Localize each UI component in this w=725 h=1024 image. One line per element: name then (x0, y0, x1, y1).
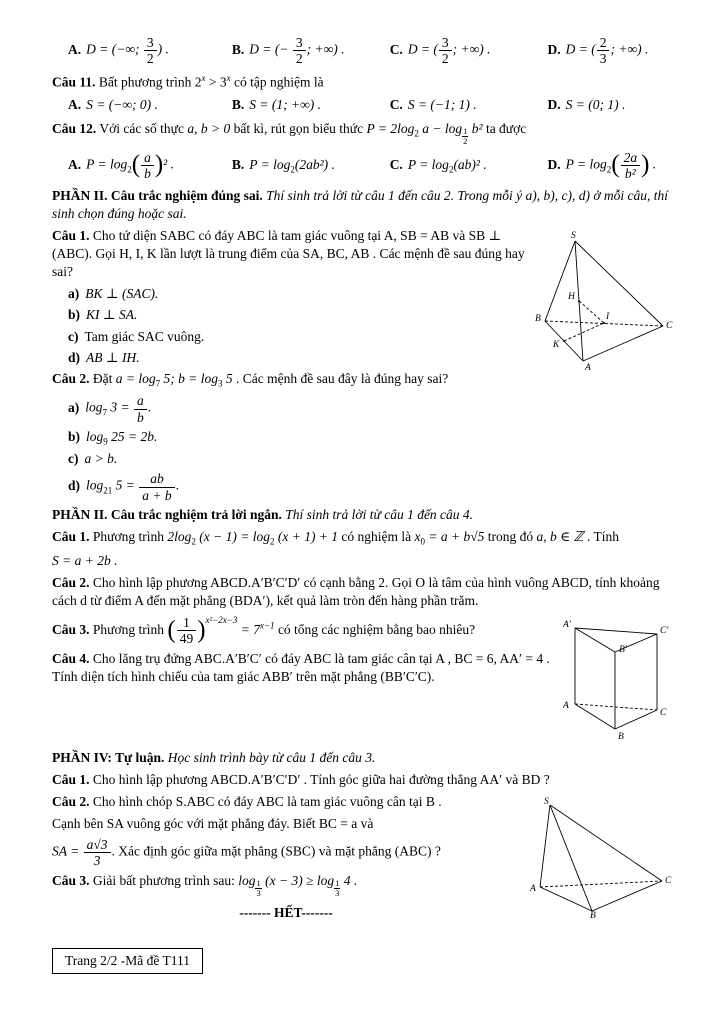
subscript: 0 (420, 536, 426, 547)
text-run: . Tính (583, 528, 619, 544)
text-run: Đặt (89, 370, 116, 386)
fraction-numerator: 1 (463, 125, 468, 136)
fraction-denominator: 2 (463, 135, 468, 146)
text-run: Phương trình (89, 528, 168, 544)
math-expression: D = (− (249, 41, 292, 57)
vertex-label-c-prime: C′ (660, 625, 669, 636)
fraction-numerator: a (134, 393, 147, 409)
option-c (390, 35, 548, 66)
log-base: 2 (448, 164, 454, 175)
log-base: 7 (102, 407, 108, 418)
vertex-label-b: B (590, 910, 596, 919)
question-number: Câu 3. (52, 873, 90, 889)
text-run: trong đó (484, 528, 537, 544)
text-run: có tổng các nghiệm bằng bao nhiêu? (274, 621, 476, 637)
math-expression: log (238, 873, 256, 889)
math-expression: (2ab²) . (294, 156, 335, 172)
fraction-numerator: 1 (335, 878, 340, 889)
math-expression: SA = (52, 843, 83, 859)
open-paren: ( (167, 616, 176, 644)
question-number: Câu 4. (52, 651, 90, 667)
text-run: có nghiệm là (338, 528, 415, 544)
vertex-label-s: S (544, 796, 549, 807)
item-label: c) (68, 451, 79, 467)
fraction-denominator: 2 (146, 51, 154, 67)
question-number: Câu 11. (52, 74, 96, 90)
item-b (68, 428, 675, 448)
vertex-label-c: C (666, 321, 673, 332)
math-expression: 2log (167, 528, 192, 544)
close-paren: ) (197, 616, 206, 644)
close-paren: ) (154, 150, 164, 178)
exponent: x (226, 73, 231, 84)
item-label: a) (68, 286, 80, 302)
item-label: d) (68, 478, 81, 494)
section-title: PHẦN IV: Tự luận. (52, 749, 165, 765)
question-text (52, 528, 675, 548)
math-expression: S = a + 2b . (52, 552, 118, 568)
fraction (596, 35, 611, 66)
math-expression: ) . (157, 41, 169, 57)
option-b (232, 96, 390, 114)
close-paren: ) (641, 150, 650, 178)
section-3-heading (52, 506, 675, 524)
question-11 (52, 72, 675, 92)
fraction-numerator: 1 (177, 615, 197, 631)
vertex-label-a-prime: A′ (563, 619, 571, 630)
text-run: Tam giác SAC vuông. (84, 328, 205, 344)
exponent: x (201, 73, 206, 84)
log-base: 2 (127, 164, 132, 175)
section-2-heading (52, 187, 675, 223)
fraction-numerator: 3 (439, 35, 452, 51)
log-base: 3 (218, 378, 223, 389)
math-expression: = 7 (237, 621, 260, 637)
math-expression: BK ⊥ (SAC). (85, 286, 159, 302)
fraction-denominator: 3 (93, 853, 101, 869)
item-label: c) (68, 328, 79, 344)
math-expression: 25 = 2b. (107, 428, 158, 444)
text-run: Giải bất phương trình sau: (89, 873, 239, 889)
question-11-options (68, 96, 675, 114)
tetrahedron-figure (535, 229, 675, 371)
text-run: . (175, 478, 180, 494)
math-expression: ; +∞) . (452, 41, 491, 57)
option-label: C. (389, 156, 403, 172)
fraction (143, 35, 158, 66)
option-a (68, 35, 232, 66)
exponent: x²−2x−3 (205, 614, 238, 625)
math-expression: b² (468, 120, 483, 136)
end-of-exam-mark: ------- HẾT------- (239, 905, 333, 921)
math-expression: P = log (86, 156, 128, 172)
fraction-numerator: 3 (144, 35, 157, 51)
question-12 (52, 120, 675, 146)
pyramid-figure (530, 795, 675, 919)
math-expression: x (414, 528, 421, 544)
fraction-denominator: b (144, 165, 151, 181)
fraction (438, 35, 453, 66)
fraction-denominator: 2 (295, 51, 303, 67)
math-expression: log (86, 428, 104, 444)
option-label: B. (231, 41, 245, 57)
question-number: Câu 2. (52, 793, 90, 809)
text-run: ta được (482, 120, 527, 136)
log-base: 2 (414, 128, 419, 139)
math-expression: P = log (565, 156, 607, 172)
math-expression: (x − 3) ≥ log (261, 873, 335, 889)
text-run: Cho hình lập phương ABCD.A′B′C′D′ có cạnh bằng 2. Gọi O là tâm của hình vuông ABCD, tính khoảng cách d từ điểm A đến mặt phẳng (BDA′), kết quả làm tròn đến hàng phần trăm. (52, 574, 660, 608)
option-d (548, 96, 675, 114)
fraction (176, 615, 198, 646)
fraction-numerator: 3 (293, 35, 306, 51)
option-label: B. (231, 96, 245, 112)
math-expression: . (649, 156, 657, 172)
math-expression: ² . (163, 156, 174, 172)
vertex-label-a: A (563, 700, 569, 711)
fraction-denominator: 2 (441, 51, 449, 67)
page-footer-text: Trang 2/2 -Mã đề T111 (65, 953, 190, 969)
text-run: . Các mệnh đề sau đây là đúng hay sai? (232, 370, 449, 386)
fraction (620, 150, 642, 181)
question-number: Câu 1. (52, 228, 90, 244)
math-expression: (x − 1) = log (195, 528, 270, 544)
option-label: A. (68, 41, 82, 57)
vertex-label-a: A (585, 363, 591, 372)
math-expression: ; +∞) . (610, 41, 649, 57)
math-expression: 4 . (340, 873, 358, 889)
fraction-numerator: 1 (256, 878, 261, 889)
vertex-label-a: A (530, 883, 536, 894)
section-instructions: Thí sinh trả lời từ câu 1 đến câu 2. Trong mỗi ý a), b), c), d) ở mỗi câu, thí sinh chọn đúng hoặc sai. (52, 188, 669, 222)
math-expression: log (86, 478, 104, 494)
question-number: Câu 2. (52, 574, 90, 590)
option-b (232, 156, 390, 176)
option-c (390, 156, 548, 176)
math-expression: a, b > 0 (187, 120, 231, 136)
math-expression: > 3 (205, 74, 227, 90)
item-label: a) (68, 400, 80, 416)
text-run: Cho tứ diện SABC có đáy ABC là tam giác vuông tại A, SB = AB và SB ⊥ (ABC). Gọi H, I, K lần lượt là trung điểm của SA, BC, AB . Các mệnh đề sau đúng hay sai? (52, 228, 525, 280)
question-number: Câu 1. (52, 771, 90, 787)
math-expression: log (85, 400, 103, 416)
text-run: Cho hình chóp S.ABC có đáy ABC là tam giác vuông cân tại B . (89, 793, 442, 809)
math-expression: a > b. (84, 451, 118, 467)
item-label: b) (68, 428, 81, 444)
math-expression: S = (1; +∞) . (249, 96, 321, 112)
math-expression: P = 2log (366, 120, 415, 136)
math-expression: S = (0; 1) . (565, 96, 626, 112)
vertex-label-b: B (535, 314, 541, 325)
math-expression: 3 = (107, 400, 134, 416)
part2-question-2 (52, 370, 675, 503)
option-a (68, 150, 232, 181)
math-expression: KI ⊥ SA. (86, 307, 138, 323)
text-run: Cạnh bên SA vuông góc với mặt phẳng đáy. Biết BC = a và (52, 815, 374, 831)
vertex-label-k: K (553, 340, 560, 351)
part3-question-2 (52, 574, 675, 610)
vertex-label-b-prime: B′ (619, 644, 627, 655)
fraction (133, 393, 148, 424)
option-label: D. (547, 156, 561, 172)
option-label: D. (547, 96, 561, 112)
vertex-label-c: C (665, 875, 672, 886)
fraction-denominator: a + b (142, 487, 172, 503)
math-expression: (ab)² . (453, 156, 487, 172)
math-expression: AB ⊥ IH. (86, 349, 140, 365)
question-number: Câu 2. (52, 370, 90, 386)
math-expression: 5 (222, 370, 233, 386)
fraction-denominator: 3 (335, 888, 340, 899)
option-label: C. (389, 41, 403, 57)
section-instructions: Thí sinh trả lời từ câu 1 đến câu 4. (281, 506, 474, 522)
fraction-denominator: b² (624, 165, 636, 181)
item-d (68, 471, 675, 502)
text-run: Cho lăng trụ đứng ABC.A′B′C′ có đáy ABC là tam giác cân tại A , BC = 6, AA′ = 4 . Tính diện tích hình chiếu của tam giác ABB′ trên mặt phẳng (BB′C′C). (52, 651, 550, 685)
fraction-denominator: 3 (256, 888, 261, 899)
option-b (232, 35, 390, 66)
math-expression: S = (−1; 1) . (407, 96, 477, 112)
fraction-numerator: ab (139, 471, 174, 487)
section-title: PHẦN II. Câu trắc nghiệm trả lời ngắn. (52, 506, 282, 522)
true-false-items (68, 393, 675, 502)
item-a (68, 393, 675, 424)
vertex-label-b: B (618, 731, 624, 742)
option-d (548, 150, 675, 181)
item-c (68, 450, 675, 468)
question-number: Câu 3. (52, 621, 90, 637)
page-footer (52, 948, 203, 974)
question-12-options (68, 150, 675, 181)
text-run: có tập nghiệm là (230, 74, 324, 90)
math-expression: 2 (194, 74, 202, 90)
open-paren: ( (611, 150, 620, 178)
question-text (52, 370, 675, 390)
item-label: d) (68, 349, 81, 365)
text-run: Với các số thực (96, 120, 188, 136)
log-base: 2 (269, 536, 275, 547)
math-expression: P = log (249, 156, 291, 172)
question-number: Câu 12. (52, 120, 97, 136)
option-label: C. (389, 96, 403, 112)
text-run: Phương trình (89, 621, 168, 637)
math-expression: D = (−∞; (86, 41, 143, 57)
section-4-heading (52, 749, 675, 767)
math-expression: a − log (418, 120, 463, 136)
text-run: . (147, 400, 152, 416)
math-expression: 5 = (112, 478, 139, 494)
open-paren: ( (131, 150, 141, 178)
question-number: Câu 1. (52, 528, 90, 544)
fraction-denominator: b (137, 409, 144, 425)
part2-question-1 (52, 227, 675, 372)
text-run: Bất phương trình (95, 74, 195, 90)
item-label: b) (68, 307, 81, 323)
exponent: x−1 (259, 620, 275, 631)
log-base: 2 (191, 536, 196, 547)
option-label: A. (68, 156, 82, 172)
math-expression: D = ( (407, 41, 438, 57)
fraction (140, 150, 155, 181)
fraction-numerator: 2 (597, 35, 610, 51)
option-c (390, 96, 548, 114)
log-base: 7 (155, 378, 161, 389)
text-run: Cho hình lập phương ABCD.A′B′C′D′ . Tính góc giữa hai đường thẳng AA′ và BD ? (89, 771, 550, 787)
math-expression: ; +∞) . (306, 41, 345, 57)
vertex-label-i: I (606, 312, 610, 323)
math-expression: S = (−∞; 0) . (86, 96, 158, 112)
text-run: . Xác định góc giữa mặt phẳng (SBC) và mặt phẳng (ABC) ? (111, 843, 441, 859)
math-expression: a = log (115, 370, 156, 386)
log-base: 2 (606, 164, 612, 175)
part4-question-1 (52, 771, 675, 789)
prism-figure (563, 616, 675, 742)
section-instructions: Học sinh trình bày từ câu 1 đến câu 3. (164, 749, 376, 765)
fraction (292, 35, 307, 66)
fraction (138, 471, 175, 502)
option-label: D. (547, 41, 561, 57)
text-run: bất kì, rút gọn biểu thức (230, 120, 367, 136)
log-base: 21 (103, 485, 113, 496)
log-base: 2 (290, 164, 295, 175)
vertex-label-h: H (568, 292, 575, 303)
option-a (68, 96, 232, 114)
math-expression: (x + 1) + 1 (274, 528, 339, 544)
fraction-numerator: a (141, 150, 154, 166)
math-expression: P = log (407, 156, 449, 172)
fraction-denominator: 3 (599, 51, 607, 67)
option-d (548, 35, 675, 66)
fraction (83, 837, 112, 868)
math-expression: D = ( (565, 41, 596, 57)
option-label: A. (68, 96, 82, 112)
fraction-numerator: 2a (621, 150, 641, 166)
log-base: 9 (103, 436, 108, 447)
vertex-label-s: S (571, 231, 576, 242)
fraction-denominator: 49 (179, 631, 194, 647)
section-title: PHẦN II. Câu trắc nghiệm đúng sai. (52, 188, 263, 204)
math-expression: a, b ∈ ℤ (536, 528, 584, 544)
math-expression: 5; b = log (160, 370, 218, 386)
fraction-numerator: a√3 (84, 837, 111, 853)
vertex-label-c: C (660, 707, 667, 718)
option-label: B. (231, 156, 245, 172)
question-10-options (68, 35, 675, 66)
math-expression: = a + b√5 (425, 528, 485, 544)
part3-question-1 (52, 528, 675, 570)
